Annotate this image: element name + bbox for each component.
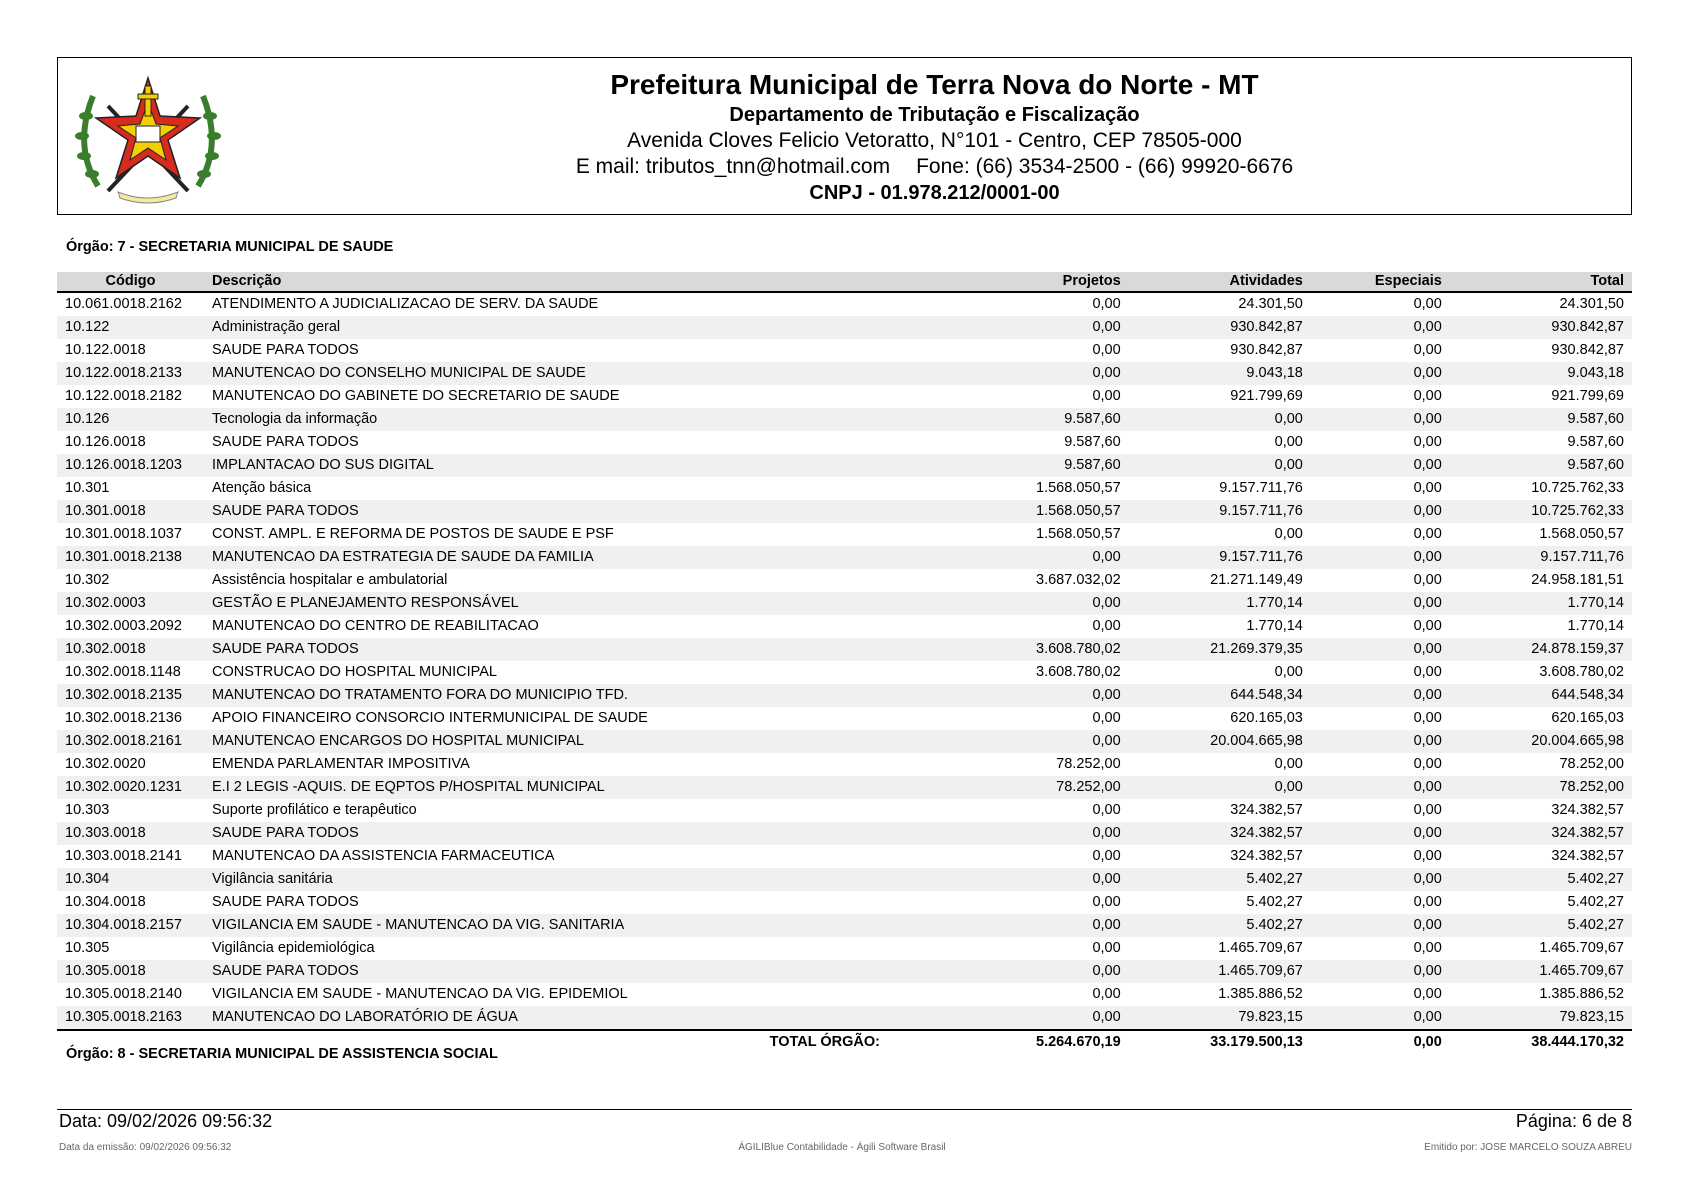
table-row	[57, 316, 1632, 339]
cell-atividades: 5.402,27	[1129, 914, 1311, 937]
col-atividades: Atividades	[1129, 272, 1311, 292]
cell-descricao: MANUTENCAO ENCARGOS DO HOSPITAL MUNICIPAL	[204, 730, 960, 753]
cell-especiais: 0,00	[1311, 362, 1450, 385]
table-row	[57, 569, 1632, 592]
table-row	[57, 385, 1632, 408]
cell-codigo: 10.302	[65, 572, 110, 588]
cell-total: 78.252,00	[1450, 776, 1632, 799]
cell-projetos: 0,00	[960, 868, 1129, 891]
cell-codigo: 10.301.0018.2138	[57, 546, 204, 569]
cell-total: 1.770,14	[1567, 618, 1624, 634]
table-row	[57, 339, 1632, 362]
footer-divider	[57, 1109, 1632, 1110]
cell-atividades: 324.382,57	[1230, 802, 1303, 818]
cell-descricao: SAUDE PARA TODOS	[204, 822, 960, 845]
cell-codigo: 10.302.0018.1148	[65, 664, 181, 680]
cell-total: 620.165,03	[1551, 710, 1624, 726]
orgao-next-heading: Órgão: 8 - SECRETARIA MUNICIPAL DE ASSISTENCIA SOCIAL	[66, 1046, 498, 1062]
cell-especiais: 0,00	[1413, 572, 1442, 588]
cell-descricao: GESTÃO E PLANEJAMENTO RESPONSÁVEL	[204, 592, 960, 615]
cell-descricao: MANUTENCAO DA ESTRATEGIA DE SAUDE DA FAMILIA	[204, 546, 960, 569]
table-row	[57, 960, 1632, 983]
cell-descricao: VIGILANCIA EM SAUDE - MANUTENCAO DA VIG. SANITARIA	[204, 914, 960, 937]
cell-especiais: 0,00	[1413, 986, 1442, 1002]
cell-atividades: 1.465.709,67	[1218, 940, 1303, 956]
table-row	[57, 822, 1632, 845]
cell-total: 1.568.050,57	[1539, 526, 1624, 542]
cell-codigo: 10.126.0018.1203	[57, 454, 204, 477]
cell-descricao: CONSTRUCAO DO HOSPITAL MUNICIPAL	[212, 664, 497, 680]
cell-total: 9.043,18	[1450, 362, 1632, 385]
cell-codigo: 10.302.0020	[65, 756, 146, 772]
cell-especiais: 0,00	[1311, 868, 1450, 891]
table-row	[57, 615, 1632, 638]
cell-total: 10.725.762,33	[1450, 500, 1632, 523]
cell-especiais: 0,00	[1413, 940, 1442, 956]
cell-projetos: 0,00	[1092, 710, 1121, 726]
cell-descricao: SAUDE PARA TODOS	[204, 960, 960, 983]
cell-descricao: SAUDE PARA TODOS	[212, 894, 359, 910]
table-row	[57, 638, 1632, 661]
cell-projetos: 0,00	[960, 730, 1129, 753]
cell-atividades: 24.301,50	[1238, 296, 1303, 312]
cell-codigo: 10.304.0018	[65, 894, 146, 910]
cell-especiais: 0,00	[1311, 730, 1450, 753]
cell-atividades: 20.004.665,98	[1129, 730, 1311, 753]
cell-projetos: 0,00	[1092, 296, 1121, 312]
cell-codigo: 10.301.0018	[57, 500, 204, 523]
cell-descricao: SAUDE PARA TODOS	[212, 434, 359, 450]
coat-of-arms-emblem	[68, 66, 228, 206]
table-row	[57, 477, 1632, 500]
cell-total: 324.382,57	[1551, 848, 1624, 864]
total-atividades: 33.179.500,13	[1129, 1030, 1311, 1054]
cell-descricao: MANUTENCAO DA ASSISTENCIA FARMACEUTICA	[212, 848, 555, 864]
cell-total: 921.799,69	[1551, 388, 1624, 404]
cell-total: 9.157.711,76	[1450, 546, 1632, 569]
cell-descricao: SAUDE PARA TODOS	[204, 638, 960, 661]
cell-total: 1.385.886,52	[1539, 986, 1624, 1002]
cell-total: 24.958.181,51	[1531, 572, 1624, 588]
cell-atividades: 9.157.711,76	[1129, 546, 1311, 569]
table-row	[57, 799, 1632, 822]
table-row	[57, 431, 1632, 454]
cell-total: 78.252,00	[1559, 756, 1624, 772]
cell-total: 9.587,60	[1450, 408, 1632, 431]
cell-codigo: 10.303.0018.2141	[65, 848, 182, 864]
cell-atividades: 644.548,34	[1129, 684, 1311, 707]
cell-codigo: 10.122	[57, 316, 204, 339]
total-label: TOTAL ÓRGÃO:	[204, 1030, 960, 1054]
table-row	[57, 1006, 1632, 1030]
table-row	[57, 454, 1632, 477]
cell-descricao: IMPLANTACAO DO SUS DIGITAL	[204, 454, 960, 477]
cell-projetos: 1.568.050,57	[1036, 480, 1121, 496]
report-header	[57, 57, 1632, 215]
cell-codigo: 10.122.0018	[65, 342, 146, 358]
cell-especiais: 0,00	[1413, 664, 1442, 680]
cell-projetos: 0,00	[960, 914, 1129, 937]
cell-especiais: 0,00	[1311, 684, 1450, 707]
cell-codigo: 10.061.0018.2162	[65, 296, 182, 312]
cell-especiais: 0,00	[1413, 480, 1442, 496]
cell-projetos: 78.252,00	[960, 776, 1129, 799]
table-row	[57, 500, 1632, 523]
cell-atividades: 0,00	[1274, 434, 1303, 450]
emitted-by: Emitido por: JOSE MARCELO SOUZA ABREU	[1424, 1142, 1632, 1153]
cell-atividades: 21.269.379,35	[1129, 638, 1311, 661]
cell-total: 24.878.159,37	[1450, 638, 1632, 661]
cell-atividades: 0,00	[1129, 408, 1311, 431]
cell-codigo: 10.301	[65, 480, 110, 496]
cell-descricao: EMENDA PARLAMENTAR IMPOSITIVA	[212, 756, 470, 772]
cell-projetos: 0,00	[1092, 848, 1121, 864]
cell-especiais: 0,00	[1413, 848, 1442, 864]
col-total: Total	[1450, 272, 1632, 292]
table-row	[57, 707, 1632, 730]
cell-total: 24.301,50	[1559, 296, 1624, 312]
total-total: 38.444.170,32	[1450, 1030, 1632, 1054]
cell-descricao: Assistência hospitalar e ambulatorial	[212, 572, 448, 588]
cell-especiais: 0,00	[1413, 802, 1442, 818]
cell-descricao: MANUTENCAO DO LABORATÓRIO DE ÁGUA	[204, 1006, 960, 1030]
cell-total: 1.465.709,67	[1539, 940, 1624, 956]
cell-projetos: 1.568.050,57	[1036, 526, 1121, 542]
table-row	[57, 523, 1632, 546]
cell-total: 5.402,27	[1450, 914, 1632, 937]
cell-descricao: SAUDE PARA TODOS	[204, 500, 960, 523]
cell-codigo: 10.303.0018	[57, 822, 204, 845]
table-body	[57, 292, 1632, 1030]
cell-projetos: 0,00	[1092, 388, 1121, 404]
col-especiais: Especiais	[1311, 272, 1450, 292]
cell-projetos: 0,00	[960, 592, 1129, 615]
cell-especiais: 0,00	[1311, 454, 1450, 477]
cell-descricao: Tecnologia da informação	[204, 408, 960, 431]
cell-projetos: 0,00	[1092, 986, 1121, 1002]
cell-projetos: 1.568.050,57	[960, 500, 1129, 523]
department-name: Departamento de Tributação e Fiscalização	[729, 104, 1140, 126]
table-row	[57, 868, 1632, 891]
cell-atividades: 930.842,87	[1230, 342, 1303, 358]
cell-projetos: 0,00	[960, 960, 1129, 983]
cell-projetos: 3.687.032,02	[1036, 572, 1121, 588]
cell-total: 644.548,34	[1450, 684, 1632, 707]
cell-codigo: 10.304	[57, 868, 204, 891]
page-number: Página: 6 de 8	[1515, 1111, 1632, 1131]
cell-atividades: 324.382,57	[1230, 848, 1303, 864]
table-row	[57, 546, 1632, 569]
prefeitura-title: Prefeitura Municipal de Terra Nova do Norte - MT	[610, 69, 1259, 100]
cell-descricao: SAUDE PARA TODOS	[212, 342, 359, 358]
footer-date: Data: 09/02/2026 09:56:32	[59, 1111, 273, 1131]
table-row	[57, 914, 1632, 937]
cell-especiais: 0,00	[1413, 894, 1442, 910]
cell-atividades: 1.385.886,52	[1218, 986, 1303, 1002]
cell-total: 1.465.709,67	[1450, 960, 1632, 983]
cell-atividades: 0,00	[1274, 526, 1303, 542]
cell-projetos: 0,00	[960, 546, 1129, 569]
cell-atividades: 5.402,27	[1129, 868, 1311, 891]
cell-atividades: 1.770,14	[1129, 592, 1311, 615]
phone: Fone: (66) 3534-2500 - (66) 99920-6676	[916, 155, 1294, 178]
cell-projetos: 3.608.780,02	[960, 638, 1129, 661]
table-row	[57, 845, 1632, 868]
cell-projetos: 3.608.780,02	[1036, 664, 1121, 680]
cell-codigo: 10.303	[65, 802, 110, 818]
cell-descricao: Vigilância sanitária	[204, 868, 960, 891]
cell-atividades: 9.157.711,76	[1129, 500, 1311, 523]
cell-especiais: 0,00	[1413, 434, 1442, 450]
table-row	[57, 592, 1632, 615]
cell-descricao: VIGILANCIA EM SAUDE - MANUTENCAO DA VIG. EPIDEMIOL	[212, 986, 628, 1002]
cell-especiais: 0,00	[1311, 500, 1450, 523]
cell-projetos: 0,00	[1092, 342, 1121, 358]
cell-atividades: 9.043,18	[1129, 362, 1311, 385]
cell-codigo: 10.301.0018.1037	[65, 526, 182, 542]
cell-codigo: 10.126	[57, 408, 204, 431]
expense-table	[57, 272, 1632, 1054]
cell-codigo: 10.302.0018.2161	[57, 730, 204, 753]
cell-codigo: 10.302.0020.1231	[57, 776, 204, 799]
table-row	[57, 661, 1632, 684]
cell-codigo: 10.302.0003	[57, 592, 204, 615]
cell-total: 79.823,15	[1450, 1006, 1632, 1030]
software-credit: ÁGILIBlue Contabilidade - Ágili Software Brasil	[738, 1142, 946, 1153]
cell-especiais: 0,00	[1413, 342, 1442, 358]
cell-total: 3.608.780,02	[1539, 664, 1624, 680]
cell-especiais: 0,00	[1311, 638, 1450, 661]
cell-especiais: 0,00	[1311, 1006, 1450, 1030]
cell-descricao: Administração geral	[204, 316, 960, 339]
cell-descricao: ATENDIMENTO A JUDICIALIZACAO DE SERV. DA SAUDE	[212, 296, 599, 312]
total-projetos: 5.264.670,19	[960, 1030, 1129, 1054]
cell-especiais: 0,00	[1311, 776, 1450, 799]
cell-total: 930.842,87	[1551, 342, 1624, 358]
cell-especiais: 0,00	[1413, 756, 1442, 772]
cell-especiais: 0,00	[1311, 408, 1450, 431]
cell-total: 324.382,57	[1450, 822, 1632, 845]
cell-especiais: 0,00	[1311, 960, 1450, 983]
cell-projetos: 0,00	[1092, 940, 1121, 956]
cell-especiais: 0,00	[1413, 526, 1442, 542]
contact-line	[258, 154, 1611, 180]
cell-especiais: 0,00	[1413, 618, 1442, 634]
cell-total: 9.587,60	[1567, 434, 1624, 450]
cell-especiais: 0,00	[1413, 388, 1442, 404]
cell-codigo: 10.122.0018.2182	[65, 388, 182, 404]
cell-codigo: 10.305.0018.2163	[57, 1006, 204, 1030]
table-row	[57, 684, 1632, 707]
cell-descricao: MANUTENCAO DO CONSELHO MUNICIPAL DE SAUDE	[204, 362, 960, 385]
table-row	[57, 937, 1632, 960]
cell-atividades: 324.382,57	[1129, 822, 1311, 845]
table-row	[57, 362, 1632, 385]
cell-especiais: 0,00	[1311, 316, 1450, 339]
cell-descricao: APOIO FINANCEIRO CONSORCIO INTERMUNICIPAL DE SAUDE	[212, 710, 648, 726]
cell-projetos: 0,00	[960, 684, 1129, 707]
cell-codigo: 10.304.0018.2157	[57, 914, 204, 937]
cell-codigo: 10.302.0003.2092	[65, 618, 182, 634]
cell-codigo: 10.305.0018	[57, 960, 204, 983]
cell-codigo: 10.302.0018.2135	[57, 684, 204, 707]
cnpj: CNPJ - 01.978.212/0001-00	[809, 182, 1060, 204]
cell-especiais: 0,00	[1413, 296, 1442, 312]
cell-descricao: MANUTENCAO DO CENTRO DE REABILITACAO	[212, 618, 539, 634]
table-row	[57, 891, 1632, 914]
table-row	[57, 776, 1632, 799]
cell-projetos: 9.587,60	[960, 408, 1129, 431]
cell-projetos: 0,00	[960, 822, 1129, 845]
email: E mail: tributos_tnn@hotmail.com	[575, 155, 891, 178]
cell-projetos: 78.252,00	[1056, 756, 1121, 772]
cell-atividades: 79.823,15	[1129, 1006, 1311, 1030]
cell-atividades: 0,00	[1129, 776, 1311, 799]
cell-atividades: 0,00	[1274, 664, 1303, 680]
address: Avenida Cloves Felicio Vetoratto, N°101 - Centro, CEP 78505-000	[627, 129, 1242, 152]
cell-total: 20.004.665,98	[1450, 730, 1632, 753]
cell-total: 10.725.762,33	[1531, 480, 1624, 496]
cell-total: 9.587,60	[1450, 454, 1632, 477]
cell-atividades: 1.770,14	[1246, 618, 1303, 634]
cell-projetos: 9.587,60	[1064, 434, 1121, 450]
cell-codigo: 10.122.0018.2133	[57, 362, 204, 385]
table-row	[57, 983, 1632, 1006]
table-row	[57, 753, 1632, 776]
cell-especiais: 0,00	[1311, 822, 1450, 845]
cell-descricao: MANUTENCAO DO GABINETE DO SECRETARIO DE SAUDE	[212, 388, 620, 404]
cell-descricao: Vigilância epidemiológica	[212, 940, 375, 956]
cell-projetos: 0,00	[1092, 618, 1121, 634]
cell-total: 5.402,27	[1567, 894, 1624, 910]
cell-especiais: 0,00	[1311, 546, 1450, 569]
cell-projetos: 0,00	[1092, 894, 1121, 910]
cell-especiais: 0,00	[1413, 710, 1442, 726]
table-row	[57, 408, 1632, 431]
cell-descricao: MANUTENCAO DO TRATAMENTO FORA DO MUNICIPIO TFD.	[204, 684, 960, 707]
cell-projetos: 0,00	[960, 362, 1129, 385]
cell-codigo: 10.302.0018.2136	[65, 710, 182, 726]
cell-atividades: 5.402,27	[1246, 894, 1303, 910]
emission-date: Data da emissão: 09/02/2026 09:56:32	[59, 1142, 232, 1153]
cell-atividades: 9.157.711,76	[1219, 480, 1303, 496]
orgao-heading: Órgão: 7 - SECRETARIA MUNICIPAL DE SAUDE	[66, 239, 394, 255]
cell-especiais: 0,00	[1311, 592, 1450, 615]
cell-descricao: Atenção básica	[212, 480, 312, 496]
cell-projetos: 0,00	[960, 1006, 1129, 1030]
cell-codigo: 10.302.0018	[57, 638, 204, 661]
cell-atividades: 921.799,69	[1230, 388, 1303, 404]
cell-projetos: 9.587,60	[960, 454, 1129, 477]
cell-atividades: 930.842,87	[1129, 316, 1311, 339]
cell-atividades: 1.465.709,67	[1129, 960, 1311, 983]
cell-atividades: 0,00	[1129, 454, 1311, 477]
cell-codigo: 10.126.0018	[65, 434, 146, 450]
total-especiais: 0,00	[1311, 1030, 1450, 1054]
cell-atividades: 0,00	[1274, 756, 1303, 772]
cell-total: 930.842,87	[1450, 316, 1632, 339]
table-row	[57, 730, 1632, 753]
cell-atividades: 620.165,03	[1230, 710, 1303, 726]
cell-codigo: 10.305.0018.2140	[65, 986, 182, 1002]
cell-codigo: 10.305	[65, 940, 110, 956]
col-projetos: Projetos	[960, 272, 1129, 292]
cell-total: 1.770,14	[1450, 592, 1632, 615]
cell-descricao: E.I 2 LEGIS -AQUIS. DE EQPTOS P/HOSPITAL MUNICIPAL	[204, 776, 960, 799]
cell-projetos: 0,00	[1092, 802, 1121, 818]
table-row	[57, 292, 1632, 316]
cell-descricao: CONST. AMPL. E REFORMA DE POSTOS DE SAUDE E PSF	[212, 526, 614, 542]
col-descricao: Descrição	[204, 272, 960, 292]
col-codigo: Código	[57, 272, 204, 292]
cell-especiais: 0,00	[1311, 914, 1450, 937]
cell-atividades: 21.271.149,49	[1210, 572, 1303, 588]
cell-total: 5.402,27	[1450, 868, 1632, 891]
table-header-row	[57, 272, 1632, 292]
cell-total: 324.382,57	[1551, 802, 1624, 818]
cell-projetos: 0,00	[960, 316, 1129, 339]
cell-descricao: Suporte profilático e terapêutico	[212, 802, 417, 818]
